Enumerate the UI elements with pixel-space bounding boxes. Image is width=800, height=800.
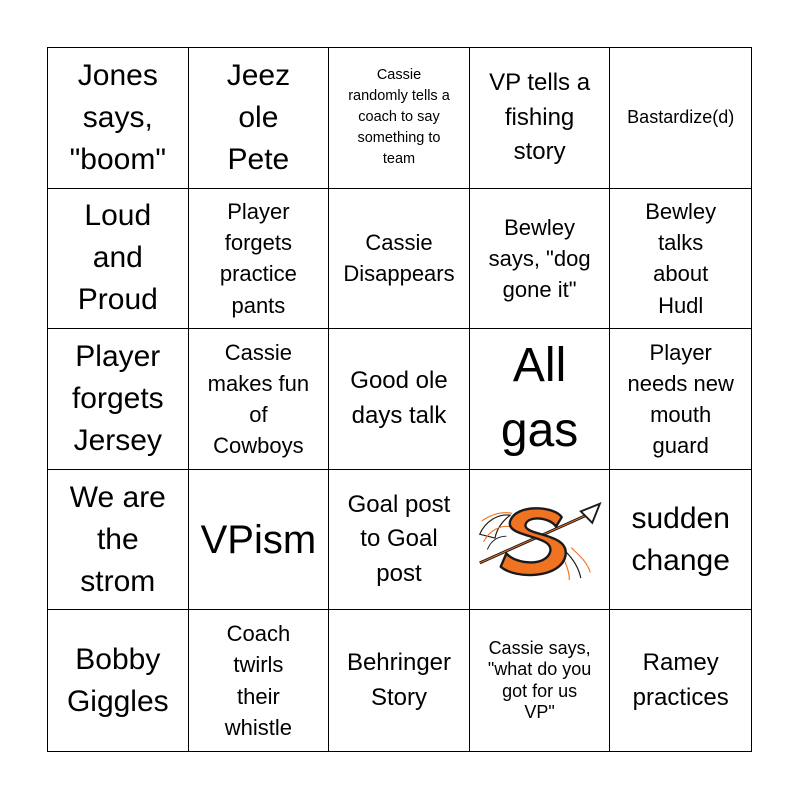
bingo-cell[interactable] bbox=[189, 48, 330, 189]
bingo-cell[interactable] bbox=[470, 329, 611, 470]
cell-text: Bobby Giggles bbox=[66, 642, 169, 718]
bingo-cell[interactable] bbox=[48, 189, 189, 330]
bingo-cell[interactable] bbox=[329, 48, 470, 189]
bingo-cell[interactable] bbox=[610, 329, 751, 470]
cell-text: All gas bbox=[500, 339, 579, 457]
bingo-cell[interactable] bbox=[329, 470, 470, 611]
bingo-cell[interactable] bbox=[48, 610, 189, 751]
cell-text: VPism bbox=[200, 517, 317, 562]
cell-text: Bewley says, "dog gone it" bbox=[488, 214, 591, 302]
cell-text: Cassie makes fun of Cowboys bbox=[207, 339, 310, 459]
bingo-cell[interactable] bbox=[470, 189, 611, 330]
bingo-cell[interactable] bbox=[470, 610, 611, 751]
bingo-cell[interactable] bbox=[610, 48, 751, 189]
bingo-cell[interactable] bbox=[48, 329, 189, 470]
cell-text: Cassie randomly tells a coach to say something to team bbox=[348, 67, 450, 168]
cell-text: Player forgets practice pants bbox=[219, 198, 297, 318]
bingo-cell[interactable] bbox=[470, 48, 611, 189]
cell-text: Cassie Disappears bbox=[343, 230, 455, 287]
bingo-cell[interactable] bbox=[189, 329, 330, 470]
bingo-cell[interactable] bbox=[329, 610, 470, 751]
bingo-cell[interactable] bbox=[610, 470, 751, 611]
bingo-card bbox=[47, 47, 752, 752]
cell-text: Coach twirls their whistle bbox=[224, 621, 293, 740]
bingo-cell[interactable] bbox=[329, 189, 470, 330]
cell-text: We are the strom bbox=[69, 480, 166, 598]
bingo-cell[interactable] bbox=[48, 48, 189, 189]
free-space-cell[interactable] bbox=[470, 470, 611, 611]
bingo-cell[interactable] bbox=[189, 470, 330, 611]
bingo-cell[interactable] bbox=[189, 189, 330, 330]
bingo-cell[interactable] bbox=[189, 610, 330, 751]
bingo-cell[interactable] bbox=[48, 470, 189, 611]
cell-text: Jones says, "boom" bbox=[69, 58, 166, 176]
cell-text: Loud and Proud bbox=[77, 199, 158, 317]
bingo-cell[interactable] bbox=[610, 189, 751, 330]
cell-text: Player needs new mouth guard bbox=[627, 339, 734, 459]
cell-text: Ramey practices bbox=[632, 649, 729, 711]
cell-text: Behringer Story bbox=[346, 649, 452, 711]
cell-text: Bewley talks about Hudl bbox=[645, 198, 717, 318]
orange-s-spear-logo-icon bbox=[474, 490, 606, 590]
bingo-cell[interactable] bbox=[329, 329, 470, 470]
bingo-cell[interactable] bbox=[610, 610, 751, 751]
cell-text: Jeez ole Pete bbox=[226, 58, 291, 176]
cell-text: VP tells a fishing story bbox=[489, 68, 591, 166]
cell-text: sudden change bbox=[631, 501, 730, 577]
cell-text: Player forgets Jersey bbox=[71, 339, 164, 457]
cell-text: Good ole days talk bbox=[350, 367, 448, 429]
cell-text: Cassie says, "what do you got for us VP" bbox=[487, 637, 592, 723]
cell-text: Goal post to Goal post bbox=[347, 490, 451, 587]
cell-text: Bastardize(d) bbox=[627, 107, 735, 127]
